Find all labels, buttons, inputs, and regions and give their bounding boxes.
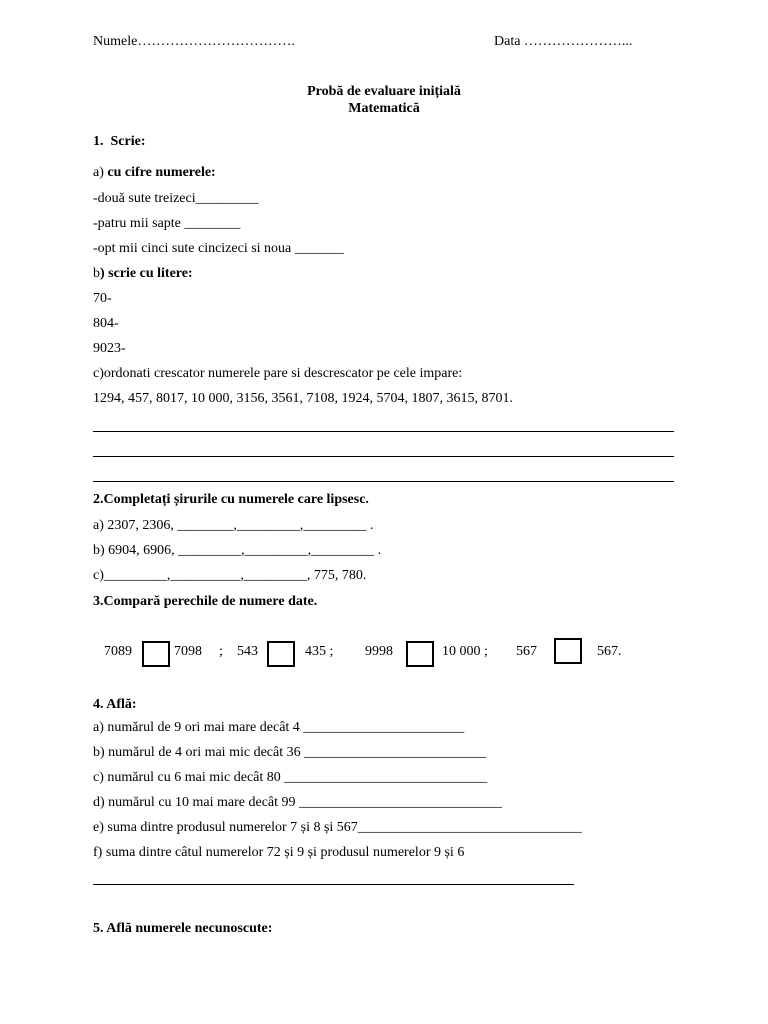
compare-right: 567.	[597, 644, 622, 659]
compare-box[interactable]	[267, 641, 295, 667]
compare-separator: ;	[219, 644, 223, 659]
ex1a-item: -opt mii cinci sute cincizeci si noua _______	[93, 241, 344, 256]
page-subtitle: Matematică	[348, 101, 420, 116]
answer-line	[93, 431, 674, 432]
ex1b-item: 804-	[93, 316, 119, 331]
ex1a-label	[93, 165, 216, 181]
ex5-heading: 5. Află numerele necunoscute:	[93, 921, 273, 936]
ex4-item: e) suma dintre produsul numerelor 7 și 8 și 567________________________________	[93, 820, 582, 835]
answer-line	[93, 456, 674, 457]
ex1b-item: 70-	[93, 291, 112, 306]
ex2-item: b) 6904, 6906, _________,_________,_________ .	[93, 543, 382, 558]
ex1b-prefix: b	[93, 266, 100, 281]
answer-line	[93, 884, 574, 885]
ex1b-label	[93, 266, 193, 282]
compare-box[interactable]	[142, 641, 170, 667]
ex4-item: d) numărul cu 10 mai mare decât 99 _____________________________	[93, 795, 503, 810]
ex4-item: f) suma dintre câtul numerelor 72 și 9 și produsul numerelor 9 și 6	[93, 845, 465, 860]
name-field-label: Numele…………………………….	[93, 34, 295, 49]
answer-line	[93, 481, 674, 482]
ex1c-numbers: 1294, 457, 8017, 10 000, 3156, 3561, 7108, 1924, 5704, 1807, 3615, 8701.	[93, 391, 513, 406]
ex2-item: a) 2307, 2306, ________,_________,_________ .	[93, 518, 374, 533]
ex3-heading: 3.Compară perechile de numere date.	[93, 594, 318, 609]
date-field-label: Data …………………...	[494, 34, 633, 49]
compare-left: 7089	[104, 644, 132, 659]
compare-right: 7098	[174, 644, 202, 659]
compare-left: 567	[516, 644, 537, 659]
compare-right: 10 000 ;	[442, 644, 488, 659]
compare-box[interactable]	[406, 641, 434, 667]
ex1-heading: 1. Scrie:	[93, 134, 146, 149]
compare-box[interactable]	[554, 638, 582, 664]
ex2-heading: 2.Completați șirurile cu numerele care lipsesc.	[93, 492, 369, 507]
ex1b-title: ) scrie cu litere:	[100, 266, 193, 281]
ex1a-prefix: a)	[93, 165, 108, 180]
ex1a-item: -două sute treizeci_________	[93, 191, 259, 206]
ex1c-instruction: c)ordonati crescator numerele pare si descrescator pe cele impare:	[93, 366, 463, 381]
ex4-item: c) numărul cu 6 mai mic decât 80 _____________________________	[93, 770, 488, 785]
ex4-item: a) numărul de 9 ori mai mare decât 4 _______________________	[93, 720, 465, 735]
ex1a-item: -patru mii sapte ________	[93, 216, 241, 231]
ex1b-item: 9023-	[93, 341, 126, 356]
page-title: Probă de evaluare inițială	[307, 84, 461, 99]
ex4-heading: 4. Află:	[93, 697, 137, 712]
compare-left: 543	[237, 644, 258, 659]
ex4-item: b) numărul de 4 ori mai mic decât 36 __________________________	[93, 745, 487, 760]
compare-right: 435 ;	[305, 644, 334, 659]
ex2-item: c)_________,__________,_________, 775, 780.	[93, 568, 367, 583]
ex1a-title: cu cifre numerele:	[107, 165, 216, 180]
compare-left: 9998	[365, 644, 393, 659]
